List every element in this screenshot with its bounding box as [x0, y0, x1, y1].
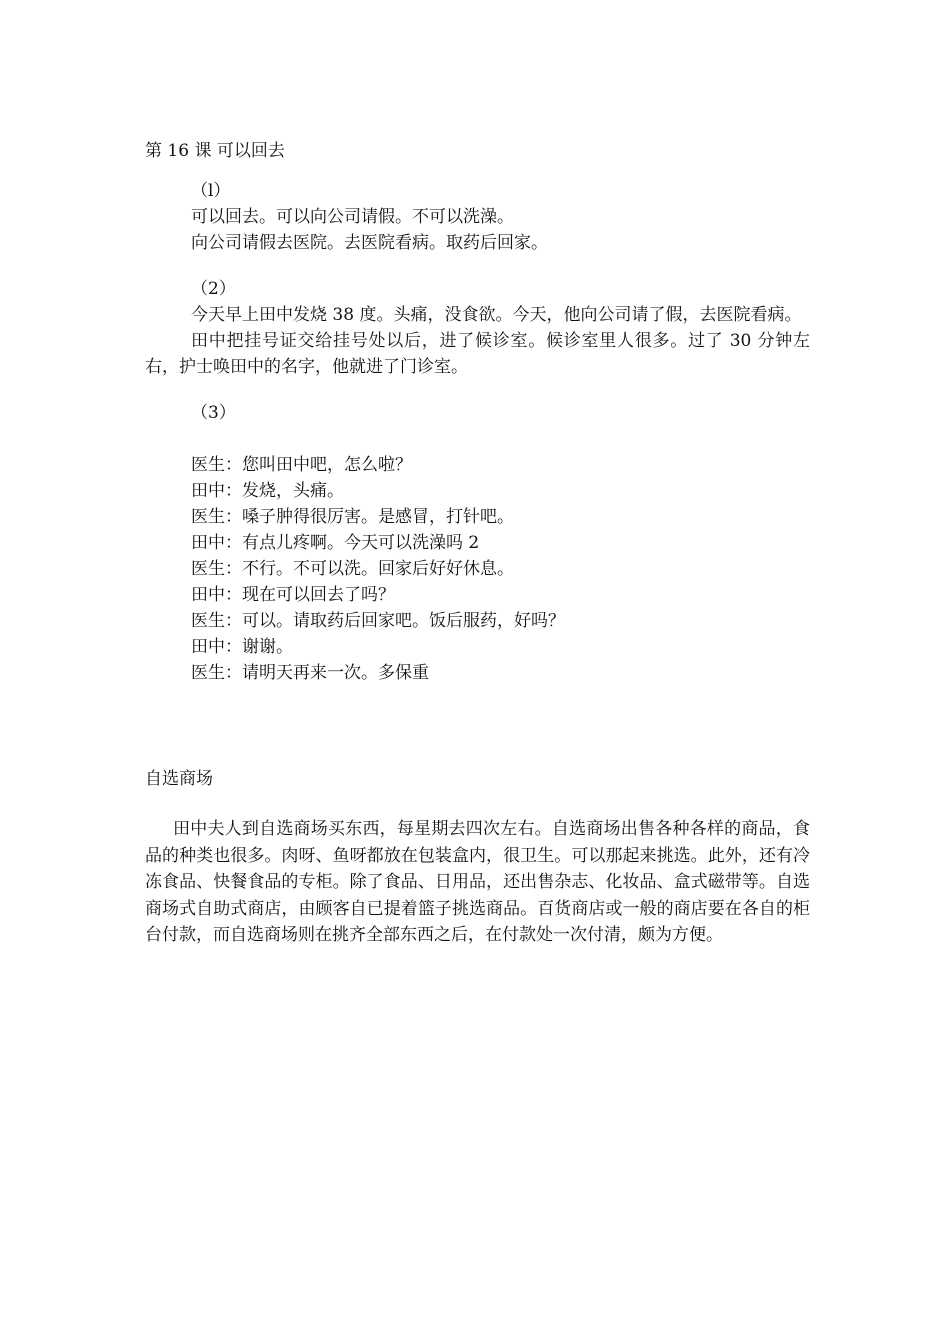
section-2-paragraph: 今天早上田中发烧 38 度。头痛，没食欲。今天，他向公司请了假，去医院看病。	[191, 305, 802, 325]
document-page	[145, 138, 810, 949]
dialog	[145, 452, 810, 686]
dialog-line: 田中：谢谢。	[191, 637, 293, 657]
section-spacer	[145, 706, 810, 766]
section-1-line: 向公司请假去医院。去医院看病。取药后回家。	[191, 233, 548, 253]
dialog-line: 医生：不行。不可以洗。回家后好好休息。	[191, 559, 514, 579]
dialog-line: 田中：发烧，头痛。	[191, 481, 344, 501]
dialog-line: 田中：有点儿疼啊。今天可以洗澡吗 2	[191, 533, 480, 553]
section-1-line: 可以回去。可以向公司请假。不可以洗澡。	[191, 207, 514, 227]
section-1-marker: （l）	[191, 181, 231, 201]
section-2-paragraph: 田中把挂号证交给挂号处以后，进了候诊室。候诊室里人很多。过了 30 分钟左右，护士唤田中的名字，他就进了门诊室。	[145, 331, 810, 377]
section-2-marker: （2）	[191, 279, 236, 299]
lesson-title: 第 16 课 可以回去	[145, 141, 285, 161]
section-3	[145, 400, 810, 686]
dialog-line: 医生：嗓子肿得很厉害。是感冒，打针吧。	[191, 507, 514, 527]
dialog-line: 医生：您叫田中吧，怎么啦？	[191, 455, 412, 475]
reading-title: 自选商场	[145, 769, 213, 789]
dialog-line: 医生：请明天再来一次。多保重	[191, 663, 429, 683]
reading-paragraph: 田中夫人到自选商场买东西，每星期去四次左右。自选商场出售各种各样的商品，食品的种类也很多。肉呀、鱼呀都放在包装盒内，很卫生。可以那起来挑选。此外，还有冷冻食品、快餐食品的专柜。除了食品、日用品，还出售杂志、化妆品、盒式磁带等。自选商场式自助式商店，由顾客自已提着篮子挑选商品。百货商店或一般的商店要在各自的柜台付款，而自选商场则在挑齐全部东西之后，在付款处一次付清，颇为方便。	[145, 819, 810, 945]
section-1	[145, 178, 810, 256]
section-2	[145, 276, 810, 380]
dialog-line: 医生：可以。请取药后回家吧。饭后服药，好吗？	[191, 611, 565, 631]
section-3-marker: （3）	[191, 403, 236, 423]
dialog-line: 田中：现在可以回去了吗？	[191, 585, 395, 605]
